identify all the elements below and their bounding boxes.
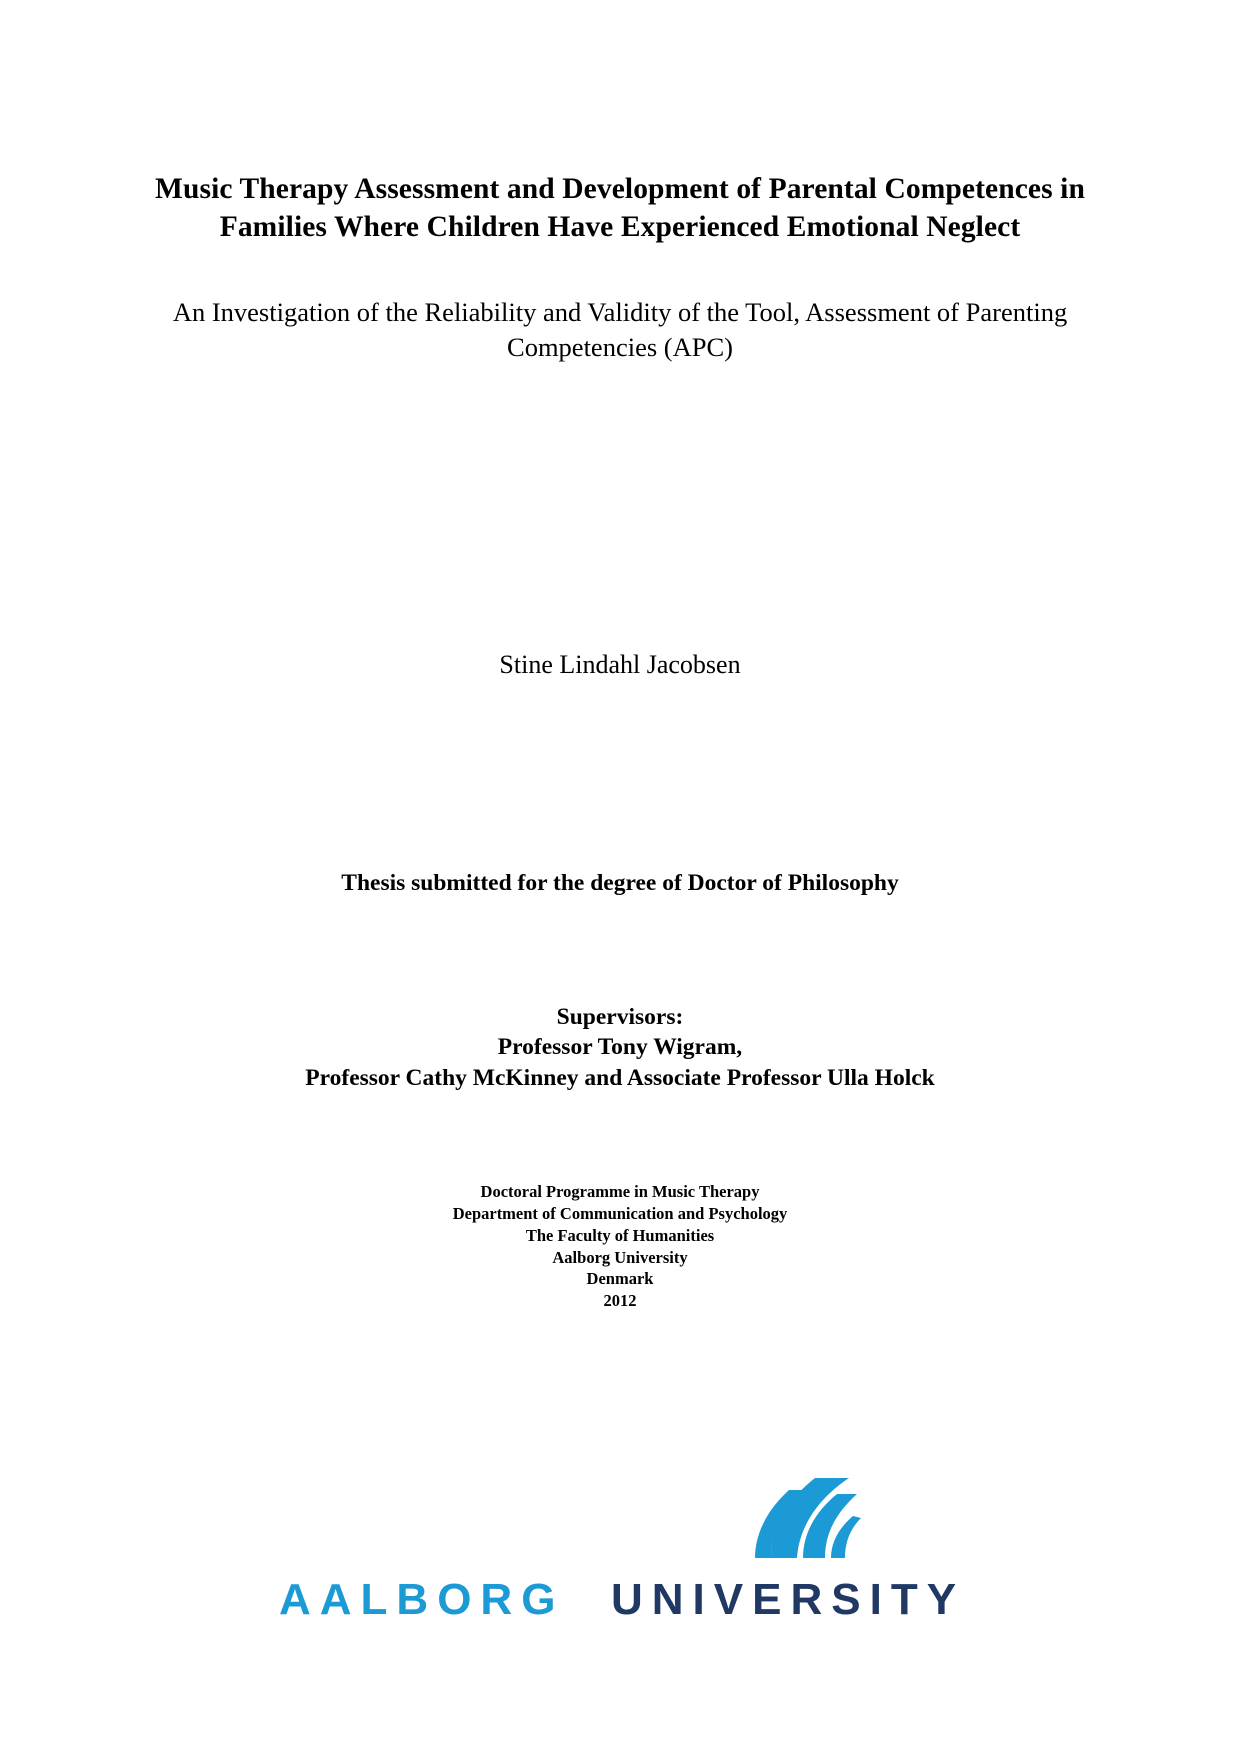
supervisors-block <box>155 1002 1085 1094</box>
affiliation-programme: Doctoral Programme in Music Therapy <box>480 1182 760 1202</box>
affiliation-faculty: The Faculty of Humanities <box>525 1225 715 1245</box>
degree-statement: Thesis submitted for the degree of Doctor of Philosophy <box>341 869 899 896</box>
title-page-content <box>155 0 1085 1312</box>
aau-wordmark <box>271 1570 971 1628</box>
logo-area <box>0 1470 1241 1640</box>
affiliation-university: Aalborg University <box>552 1247 688 1267</box>
aalborg-university-logo <box>271 1470 971 1640</box>
aau-wave-mark-icon <box>753 1470 863 1565</box>
supervisor-line-1: Professor Tony Wigram, <box>497 1034 743 1061</box>
affiliation-country: Denmark <box>586 1269 654 1289</box>
supervisors-heading: Supervisors: <box>556 1003 684 1030</box>
affiliation-department: Department of Communication and Psychology <box>452 1204 788 1224</box>
logo-word-aalborg: AALBORG <box>278 1575 564 1624</box>
author-name: Stine Lindahl Jacobsen <box>499 649 741 679</box>
logo-word-university: UNIVERSITY <box>610 1575 965 1624</box>
supervisor-line-2: Professor Cathy McKinney and Associate Professor Ulla Holck <box>305 1064 935 1091</box>
page-title: Music Therapy Assessment and Development of Parental Competences in Families Where Children Have Experienced Emotional Neglect <box>155 173 1085 244</box>
page-subtitle: An Investigation of the Reliability and Validity of the Tool, Assessment of Parenting Competencies (APC) <box>172 296 1068 362</box>
affiliation-year: 2012 <box>603 1291 637 1311</box>
affiliation-block <box>155 1181 1085 1312</box>
